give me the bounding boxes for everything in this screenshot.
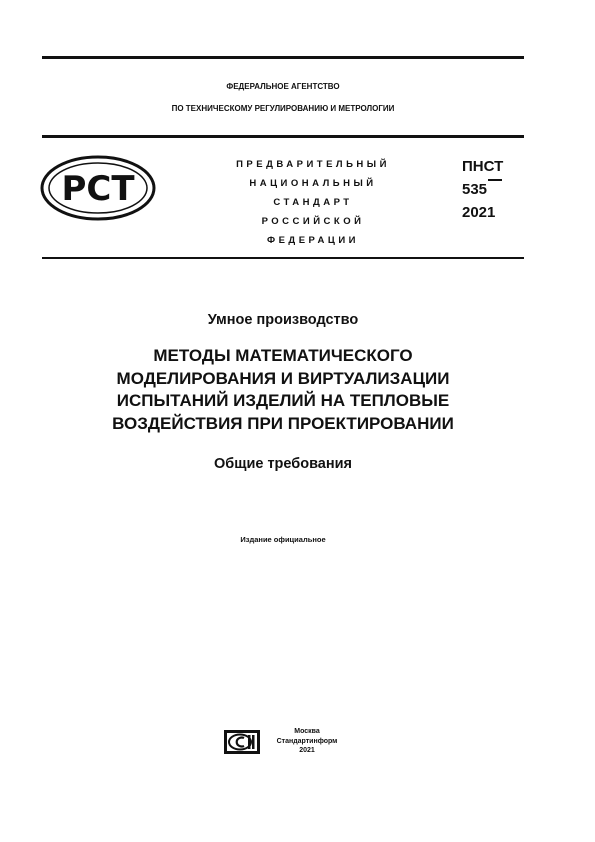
document-title bbox=[42, 345, 524, 435]
publisher-imprint bbox=[272, 727, 342, 756]
standard-type-line: РОССИЙСКОЙ bbox=[261, 216, 365, 227]
standard-type-line: НАЦИОНАЛЬНЫЙ bbox=[249, 178, 377, 189]
standard-type-line: ФЕДЕРАЦИИ bbox=[266, 235, 359, 246]
publisher-name: Стандартинформ bbox=[276, 737, 338, 745]
standard-type-line: ПРЕДВАРИТЕЛЬНЫЙ bbox=[236, 159, 390, 170]
standard-number: 535 bbox=[462, 181, 488, 198]
standard-designation bbox=[462, 155, 503, 224]
agency-name-line2: ПО ТЕХНИЧЕСКОМУ РЕГУЛИРОВАНИЮ И МЕТРОЛОГИИ bbox=[171, 104, 395, 113]
header-rule bbox=[42, 135, 524, 138]
document-subtitle: Общие требования bbox=[213, 456, 353, 472]
standard-type-line: СТАНДАРТ bbox=[273, 197, 353, 208]
title-line: МОДЕЛИРОВАНИЯ И ВИРТУАЛИЗАЦИИ bbox=[116, 368, 450, 388]
title-line: МЕТОДЫ МАТЕМАТИЧЕСКОГО bbox=[153, 346, 413, 365]
number-dash bbox=[488, 179, 502, 181]
publisher-year: 2021 bbox=[299, 747, 315, 754]
standard-number-row bbox=[462, 178, 503, 201]
standard-code: ПНСТ bbox=[462, 158, 504, 175]
standartinform-logo-icon bbox=[224, 730, 260, 759]
designation-rule bbox=[42, 257, 524, 259]
document-series: Умное производство bbox=[207, 312, 359, 328]
top-rule bbox=[42, 56, 524, 59]
standard-year: 2021 bbox=[462, 204, 496, 221]
agency-name-line1: ФЕДЕРАЛЬНОЕ АГЕНТСТВО bbox=[226, 82, 340, 91]
publisher-city: Москва bbox=[294, 728, 320, 735]
edition-note: Издание официальное bbox=[240, 535, 326, 544]
gost-r-logo-icon bbox=[40, 155, 156, 226]
title-line: ВОЗДЕЙСТВИЯ ПРИ ПРОЕКТИРОВАНИИ bbox=[112, 413, 454, 433]
standard-type bbox=[200, 155, 426, 250]
logo-text: РСТ bbox=[61, 169, 135, 209]
title-line: ИСПЫТАНИЙ ИЗДЕЛИЙ НА ТЕПЛОВЫЕ bbox=[116, 391, 450, 410]
